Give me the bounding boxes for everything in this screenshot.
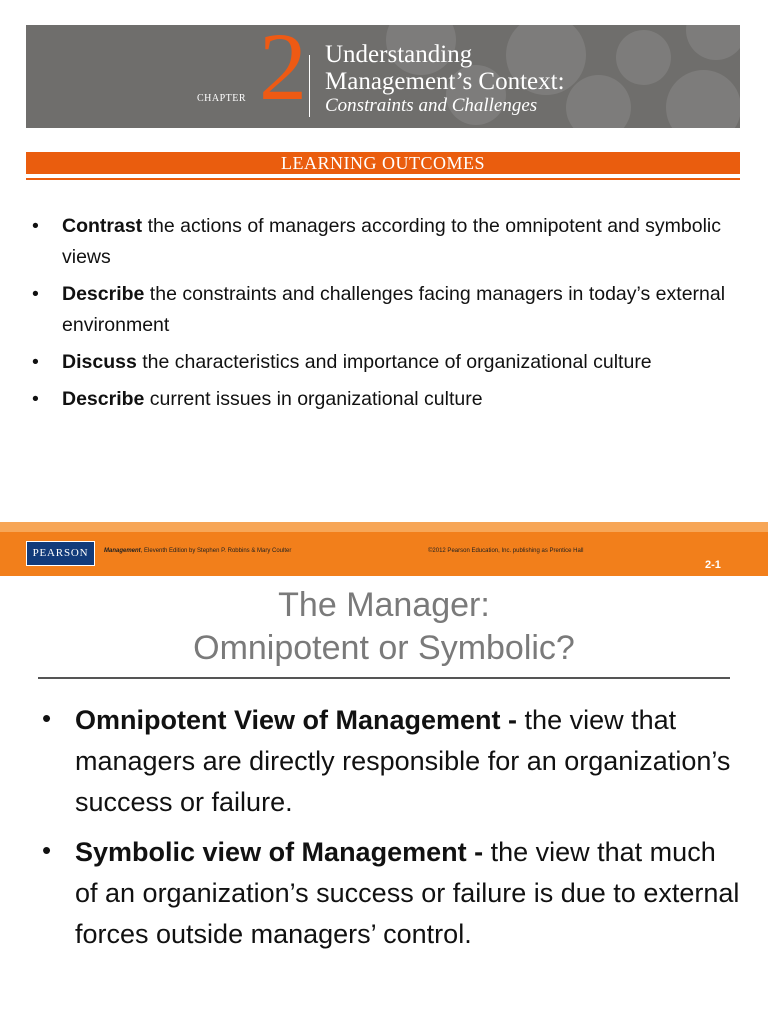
list-item — [42, 832, 742, 955]
slide-footer — [0, 522, 768, 576]
slide-2 — [0, 576, 768, 1024]
bullet-icon: • — [32, 283, 39, 305]
learning-outcomes-heading: LEARNING OUTCOMES — [281, 153, 485, 173]
pearson-logo: PEARSON — [26, 541, 95, 566]
list-item — [42, 700, 742, 823]
definition-text: the view that managers are directly responsible for an organization’s success or failure. — [75, 705, 731, 817]
list-item — [32, 384, 732, 415]
slide-title-line-1: The Manager: — [278, 586, 490, 624]
slide-title-line-2: Omnipotent or Symbolic? — [193, 629, 575, 667]
outcome-verb: Contrast — [62, 215, 143, 237]
outcome-verb: Discuss — [62, 351, 137, 373]
title-divider — [309, 55, 310, 117]
book-credit — [104, 548, 291, 554]
definition-list — [42, 700, 742, 964]
bullet-icon: • — [32, 215, 39, 237]
title-rule — [38, 677, 730, 679]
chapter-title — [325, 41, 565, 117]
chapter-label: CHAPTER — [197, 93, 247, 104]
learning-outcomes-bar — [26, 152, 740, 174]
title-line-1: Understanding — [325, 41, 473, 68]
list-item — [32, 279, 732, 341]
bullet-icon: • — [42, 835, 52, 865]
outcome-text: the characteristics and importance of organizational culture — [136, 351, 652, 373]
book-title: Management — [104, 548, 141, 554]
slide-number: 2-1 — [705, 559, 721, 571]
bullet-icon: • — [32, 351, 39, 373]
chapter-subtitle: Constraints and Challenges — [325, 95, 538, 116]
outcome-text: the actions of managers according to the omnipotent and symbolic views — [62, 215, 722, 268]
bullet-icon: • — [42, 703, 52, 733]
divider — [26, 178, 740, 180]
definition-term: Symbolic view of Management - — [75, 837, 484, 867]
outcome-verb: Describe — [62, 283, 145, 305]
title-line-2: Management’s Context: — [325, 68, 565, 95]
list-item — [32, 211, 732, 273]
book-authors: , Eleventh Edition by Stephen P. Robbins & Mary Coulter — [140, 548, 292, 554]
copyright-notice: ©2012 Pearson Education, Inc. publishing as Prentice Hall — [428, 548, 584, 554]
footer-stripe — [0, 522, 768, 532]
chapter-number: 2 — [259, 25, 307, 120]
bullet-icon: • — [32, 388, 39, 410]
outcome-verb: Describe — [62, 388, 145, 410]
list-item — [32, 347, 732, 378]
learning-outcomes-list — [32, 211, 732, 421]
definition-text: the view that much of an organization’s success or failure is due to external forces outside managers’ control. — [75, 837, 740, 949]
slide-title — [0, 584, 768, 670]
outcome-text: the constraints and challenges facing managers in today’s external environment — [62, 283, 726, 336]
chapter-banner — [26, 25, 740, 128]
outcome-text: current issues in organizational culture — [144, 388, 483, 410]
definition-term: Omnipotent View of Management - — [75, 705, 518, 735]
